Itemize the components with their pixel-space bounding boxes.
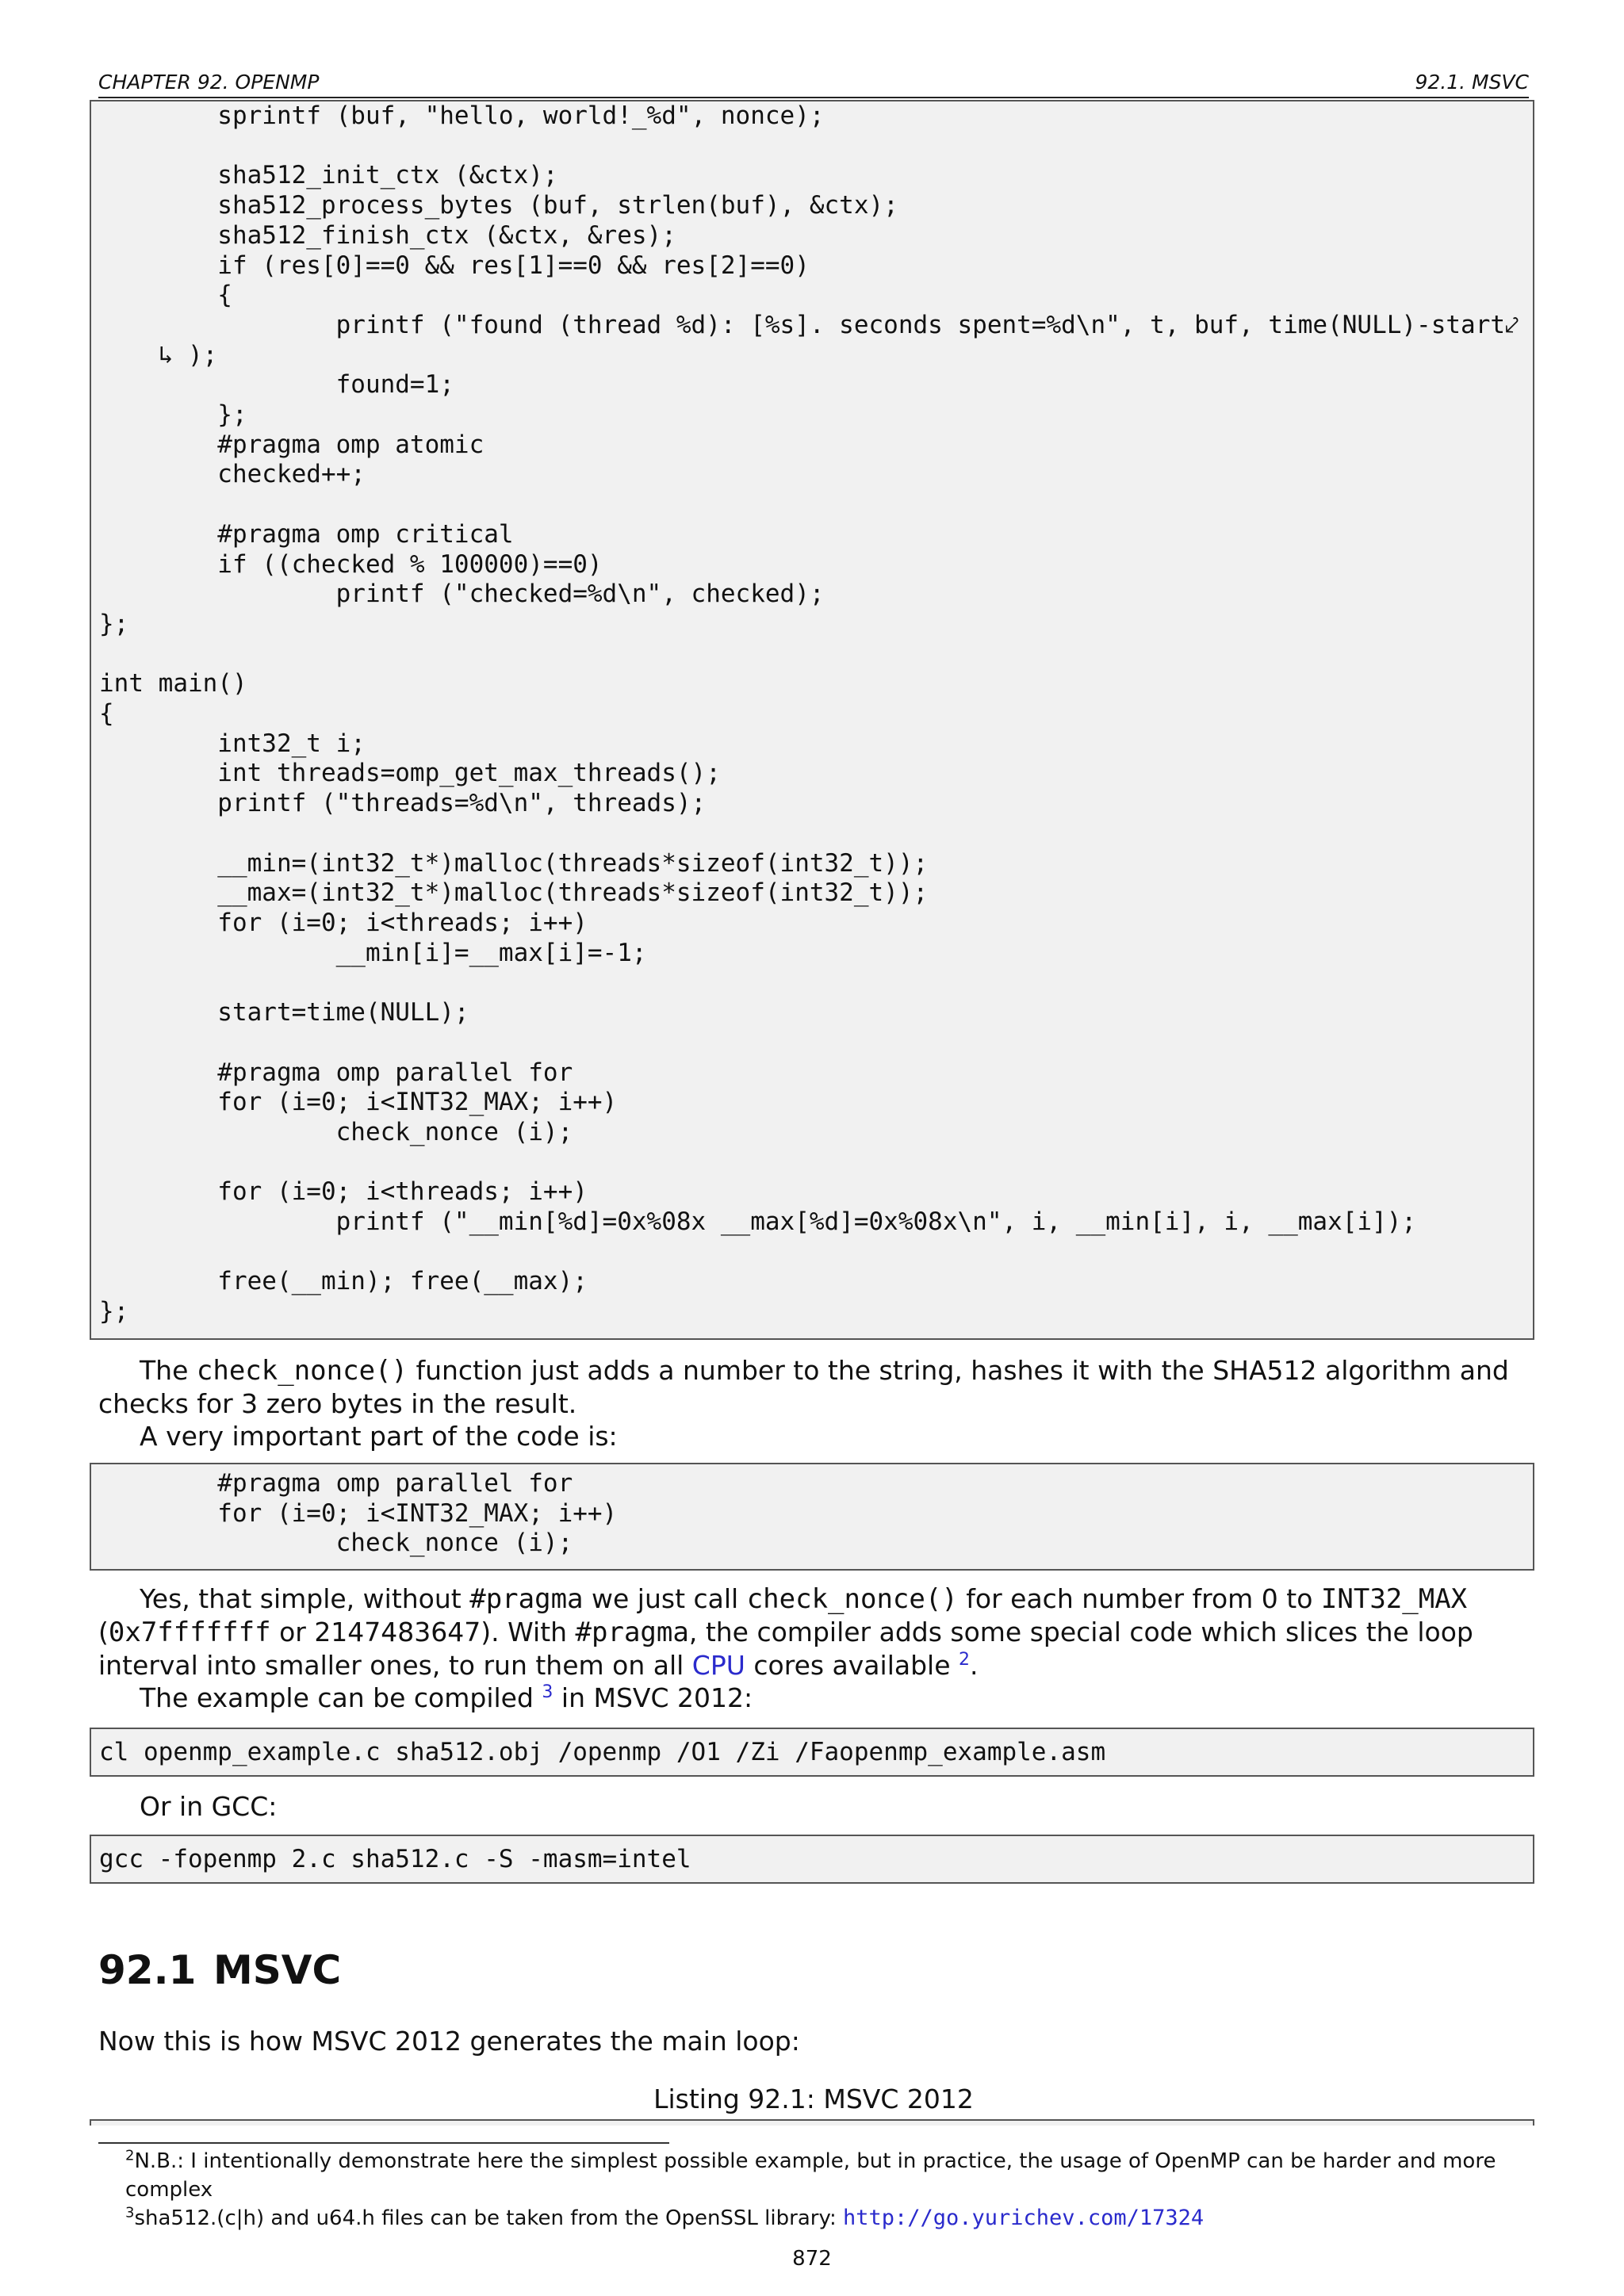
para3-text-2: we just call <box>583 1583 747 1614</box>
para1-text-b: function just adds a number to the string, hashes it with the SHA512 algorithm and checks for 3 zero bytes in the result. <box>98 1355 1509 1419</box>
para1-text-a: The <box>140 1355 197 1386</box>
para3-text-1: Yes, that simple, without <box>140 1583 470 1614</box>
para3-text-7: cores available <box>745 1650 959 1681</box>
footnote-text: N.B.: I intentionally demonstrate here the simplest possible example, but in practice, the usage of OpenMP can be harder and more complex <box>125 2149 1496 2202</box>
code-gcc-command <box>90 1835 1534 1884</box>
footnote-ref-3[interactable]: 3 <box>542 1682 553 1702</box>
inline-code-hex: 0x7fffffff <box>108 1617 271 1648</box>
footnote-ref-2[interactable]: 2 <box>959 1650 970 1670</box>
para3-text-4: ( <box>98 1617 109 1647</box>
para4-text-2: in MSVC 2012: <box>553 1682 753 1713</box>
cpu-link[interactable]: CPU <box>691 1650 745 1681</box>
code-text-snippet: #pragma omp parallel for for (i=0; i<INT32_MAX; i++) check_nonce (i); <box>217 1469 618 1558</box>
section-number: 92.1 <box>98 1947 197 1993</box>
paragraph-main-loop <box>98 2025 1529 2057</box>
footnote-rule <box>98 2142 669 2144</box>
para3-text-3: for each number from 0 to <box>957 1583 1321 1614</box>
footnote-2 <box>98 2147 1529 2204</box>
inline-code-check-nonce: check_nonce() <box>196 1355 408 1387</box>
para3-text-5: or 2147483647). With <box>270 1617 576 1647</box>
listing-caption: Listing 92.1: MSVC 2012 <box>653 2084 974 2114</box>
footnote-text: sha512.(c|h) and u64.h files can be taken from the OpenSSL library: <box>134 2206 843 2230</box>
footnote-url-link[interactable]: http://go.yurichev.com/17324 <box>842 2206 1205 2230</box>
para4-text-1: The example can be compiled <box>140 1682 542 1713</box>
running-header <box>98 68 1529 98</box>
footnotes <box>98 2147 1529 2233</box>
paragraph-gcc <box>98 1790 1529 1823</box>
paragraph-1 <box>98 1354 1529 1420</box>
inline-code-pragma: #pragma <box>575 1617 689 1648</box>
inline-code-int32-max: INT32_MAX <box>1320 1583 1468 1615</box>
listing-box-start <box>90 2119 1534 2126</box>
header-chapter: CHAPTER 92. OPENMP <box>98 71 320 94</box>
paragraph-explanation <box>98 1582 1529 1714</box>
inline-code-pragma: #pragma <box>469 1583 584 1615</box>
paragraph-4 <box>98 1682 1529 1714</box>
paragraph-6: Now this is how MSVC 2012 generates the main loop: <box>98 2026 800 2057</box>
code-text-main: sprintf (buf, "hello, world!_%d", nonce); sha512_init_ctx (&ctx); sha512_process_bytes (buf, strlen(buf), &ctx); sha512_finish_ctx (&ctx, &res); if (res[0]==0 && res[1]==0 && res[2]==0) { printf ("found (thread %d): [%s]. seconds spent=%d\n", t, buf, time(NULL)-start⤦ ↳ ); found=1; }; #pragma omp atomic checked++; #pragma omp critical if ((checked % 100000)==0) printf ("checked=%d\n", checked); }; int main() { int32_t i; int threads=omp_get_max_threads(); printf ("threads=%d\n", threads); __min=(int32_t*)malloc(threads*sizeof(int32_t)); __max=(int32_t*)malloc(threads*sizeof(int32_t)); for (i=0; i<threads; i++) __min[i]=__max[i]=-1; start=time(NULL); #pragma omp parallel for for (i=0; i<INT32_MAX; i++) check_nonce (i); for (i=0; i<threads; i++) printf ("__min[%d]=0x%08x __max[%d]=0x%08x\n", i, __min[i], i, __max[i]); free(__min); free(__max); }; <box>99 101 1519 1326</box>
footnote-mark: 3 <box>125 2204 135 2221</box>
code-snippet-parallel-for <box>90 1463 1534 1571</box>
header-section: 92.1. MSVC <box>1415 71 1529 94</box>
para3-text-8: . <box>970 1650 979 1681</box>
section-heading <box>98 1942 341 1998</box>
footnote-3 <box>98 2204 1529 2233</box>
inline-code-check-nonce: check_nonce() <box>746 1583 958 1615</box>
code-msvc-command <box>90 1728 1534 1777</box>
footnote-mark: 2 <box>125 2147 135 2164</box>
paragraph-check-nonce <box>98 1354 1529 1452</box>
paragraph-2: A very important part of the code is: <box>140 1421 618 1452</box>
page-number: 872 <box>792 2247 832 2271</box>
code-listing-main <box>90 100 1534 1340</box>
section-title: MSVC <box>213 1947 342 1993</box>
paragraph-3 <box>98 1582 1529 1682</box>
paragraph-5: Or in GCC: <box>140 1791 278 1822</box>
code-text-msvc: cl openmp_example.c sha512.obj /openmp /O1 /Zi /Faopenmp_example.asm <box>99 1738 1106 1766</box>
code-text-gcc: gcc -fopenmp 2.c sha512.c -S -masm=intel <box>99 1845 691 1873</box>
para3-text-6: , the compiler adds some special code which slices the loop interval into smaller ones, to run them on all <box>98 1617 1473 1681</box>
